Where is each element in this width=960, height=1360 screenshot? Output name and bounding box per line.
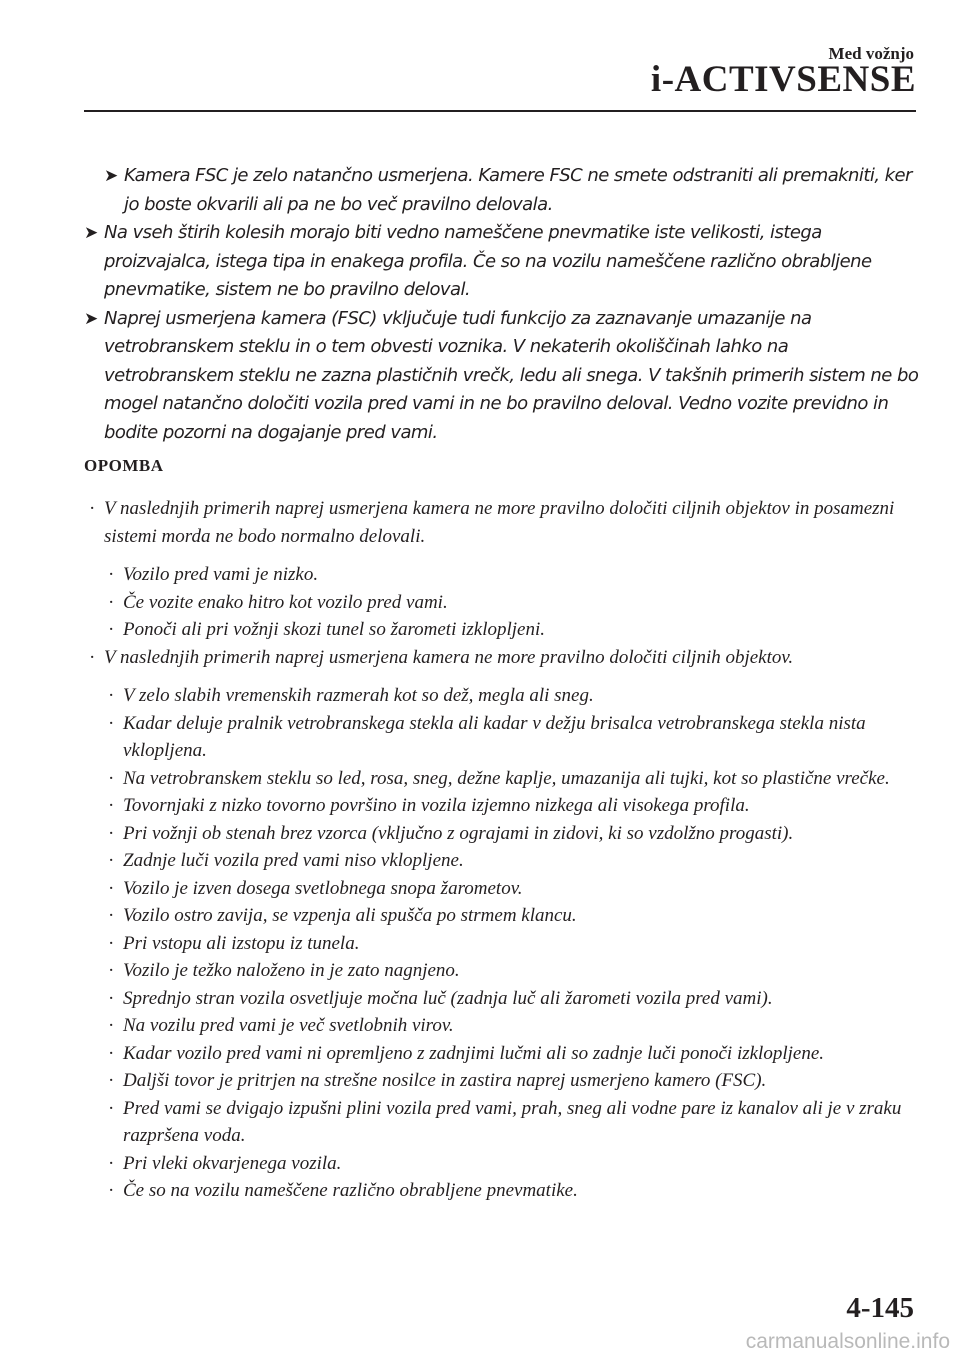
note-subitem xyxy=(84,847,920,875)
note-subitem-text: Vozilo je izven dosega svetlobnega snopa žarometov. xyxy=(123,877,523,899)
note-subitem xyxy=(84,589,920,617)
note-subitem xyxy=(84,1040,920,1068)
note-subitem xyxy=(84,616,920,644)
note-subitem-text: Pri vleki okvarjenega vozila. xyxy=(123,1152,342,1174)
note-subitem-text: Pred vami se dvigajo izpušni plini vozila pred vami, prah, sneg ali vodne pare iz kanalov ali je v zraku razpršena voda. xyxy=(123,1097,902,1146)
warning-text: Naprej usmerjena kamera (FSC) vključuje tudi funkcijo za zaznavanje umazanije na vetrobranskem steklu in o tem obvesti voznika. V nekaterih okoliščinah lahko na vetrobranskem steklu ne zazna plastičnih vrečk, ledu ali snega. V takšnih primerih sistem ne bo mogel natančno določiti vozila pred vami in ne bo pravilno deloval. Vedno vozite previdno in bodite pozorni na dogajanje pred vami. xyxy=(104,307,919,443)
warning-item xyxy=(84,219,920,305)
note-subitem xyxy=(84,765,920,793)
warning-text: Kamera FSC je zelo natančno usmerjena. Kamere FSC ne smete odstraniti ali premakniti, ker jo boste okvarili ali pa ne bo več pravilno delovala. xyxy=(124,165,912,215)
note-subitem xyxy=(84,1095,920,1150)
bullet-dot-icon: · xyxy=(108,1042,115,1064)
bullet-dot-icon: · xyxy=(108,1180,115,1201)
page-title: i-ACTIVSENSE xyxy=(650,59,916,100)
note-subitem-text: Na vetrobranskem steklu so led, rosa, sneg, dežne kaplje, umazanija ali tujki, kot so plastične vrečke. xyxy=(123,767,890,789)
note-subitem-text: Daljši tovor je pritrjen na strešne nosilce in zastira naprej usmerjeno kamero (FSC). xyxy=(123,1070,767,1091)
note-text: V naslednjih primerih naprej usmerjena kamera ne more pravilno določiti ciljnih objektov in posamezni sistemi morda ne bodo normalno delovali. xyxy=(104,498,895,547)
note-subitem-text: Na vozilu pred vami je več svetlobnih virov. xyxy=(123,1015,454,1036)
bullet-dot-icon: · xyxy=(89,498,96,519)
bullet-dot-icon: · xyxy=(108,619,115,640)
bullet-dot-icon: · xyxy=(108,1152,115,1174)
note-subitem xyxy=(84,820,920,848)
note-subitem xyxy=(84,930,920,958)
note-subitem xyxy=(84,561,920,589)
note-subitem xyxy=(84,875,920,903)
section-label: Med vožnjo xyxy=(828,44,914,63)
note-subitem xyxy=(84,1012,920,1040)
bullet-dot-icon: · xyxy=(108,712,115,734)
note-subitem-text: Vozilo ostro zavija, se vzpenja ali spušča po strmem klancu. xyxy=(123,905,577,926)
note-text: V naslednjih primerih naprej usmerjena kamera ne more pravilno določiti ciljnih objektov. xyxy=(104,646,794,668)
bullet-dot-icon: · xyxy=(108,1070,115,1091)
warning-text: Na vseh štirih kolesih morajo biti vedno nameščene pnevmatike iste velikosti, istega proizvajalca, istega tipa in enakega profila. Če so na vozilu nameščene različno obrabljene pnevmatike, sistem ne bo pravilno deloval. xyxy=(104,222,872,300)
note-heading: OPOMBA xyxy=(84,456,164,475)
note-subitem-text: Tovornjaki z nizko tovorno površino in vozila izjemno nizkega ali visokega profila. xyxy=(123,795,750,816)
bullet-dot-icon: · xyxy=(89,646,96,668)
note-item xyxy=(84,644,920,672)
note-subitem xyxy=(84,1150,920,1178)
arrow-bullet-icon: ➤ xyxy=(104,166,118,186)
bullet-dot-icon: · xyxy=(108,877,115,899)
bullet-dot-icon: · xyxy=(108,1097,115,1119)
bullet-dot-icon: · xyxy=(108,795,115,816)
note-subitem-text: Pri vožnji ob stenah brez vzorca (vključno z ograjami in zidovi, ki so vzdolžno progasti). xyxy=(123,822,794,844)
note-subitem-text: Sprednjo stran vozila osvetljuje močna luč (zadnja luč ali žarometi vozila pred vami). xyxy=(123,987,773,1009)
note-subitem xyxy=(84,957,920,985)
bullet-dot-icon: · xyxy=(108,905,115,926)
page-number: 4-145 xyxy=(846,1292,914,1324)
note-subitem-text: Če vozite enako hitro kot vozilo pred vami. xyxy=(123,591,448,613)
note-subitem-text: Zadnje luči vozila pred vami niso vklopljene. xyxy=(123,850,464,871)
note-subitem xyxy=(84,1067,920,1095)
bullet-dot-icon: · xyxy=(108,564,115,585)
note-subitem-text: V zelo slabih vremenskih razmerah kot so dež, megla ali sneg. xyxy=(123,685,594,706)
note-subitem xyxy=(84,1177,920,1205)
warning-list xyxy=(84,162,920,447)
bullet-dot-icon: · xyxy=(108,591,115,613)
note-item xyxy=(84,495,920,550)
bullet-dot-icon: · xyxy=(108,767,115,789)
spacer xyxy=(84,671,920,682)
note-subitem-text: Kadar vozilo pred vami ni opremljeno z zadnjimi lučmi ali so zadnje luči ponoči izklopljene. xyxy=(123,1042,824,1064)
spacer xyxy=(84,550,920,561)
arrow-bullet-icon: ➤ xyxy=(84,223,98,243)
note-subitem-text: Kadar deluje pralnik vetrobranskega stekla ali kadar v dežju brisalca vetrobranskega stekla nista vklopljena. xyxy=(123,712,866,761)
note-subitem xyxy=(84,985,920,1013)
bullet-dot-icon: · xyxy=(108,987,115,1009)
watermark: carmanualsonline.info xyxy=(745,1330,950,1353)
note-subitem xyxy=(84,902,920,930)
bullet-dot-icon: · xyxy=(108,685,115,706)
note-subitem xyxy=(84,710,920,765)
bullet-dot-icon: · xyxy=(108,932,115,954)
note-subitem-text: Vozilo pred vami je nizko. xyxy=(123,564,319,585)
note-list xyxy=(84,495,920,1205)
note-subitem-text: Ponoči ali pri vožnji skozi tunel so žarometi izklopljeni. xyxy=(123,619,546,640)
arrow-bullet-icon: ➤ xyxy=(84,308,98,329)
note-subitem xyxy=(84,792,920,820)
warning-item xyxy=(84,305,920,448)
note-subitem xyxy=(84,682,920,710)
note-subitem-text: Vozilo je težko naloženo in je zato nagnjeno. xyxy=(123,960,460,981)
note-subitem-text: Če so na vozilu nameščene različno obrabljene pnevmatike. xyxy=(123,1180,578,1201)
bullet-dot-icon: · xyxy=(108,960,115,981)
bullet-dot-icon: · xyxy=(108,850,115,871)
bullet-dot-icon: · xyxy=(108,822,115,844)
warning-item xyxy=(104,162,920,219)
header-divider xyxy=(84,110,916,112)
note-subitem-text: Pri vstopu ali izstopu iz tunela. xyxy=(123,932,360,954)
bullet-dot-icon: · xyxy=(108,1015,115,1036)
